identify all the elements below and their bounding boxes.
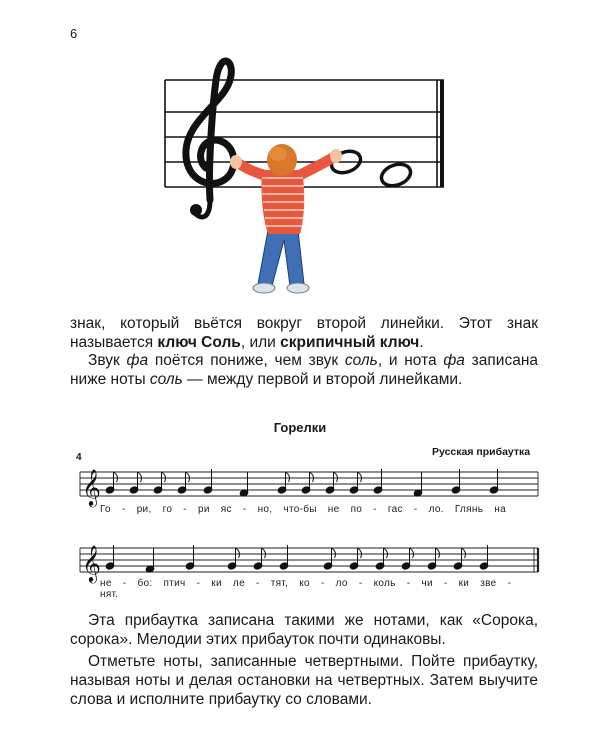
boy-illustration xyxy=(230,144,342,293)
paragraph-comparison: Эта прибаутка записана такими же нотами, как «Сорока, сорока». Мелодии этих прибауток почти одинаковы. xyxy=(70,612,538,648)
song-title: Горелки xyxy=(273,420,327,435)
whole-note-fa xyxy=(378,160,413,189)
sheet-music xyxy=(70,456,540,596)
lyrics-line-1: Го - ри, го - ри яс - но, что-бы не по - гас - ло. Глянь на xyxy=(100,504,506,515)
paragraph-instructions: Отметьте ноты, записанные четвертными. Пойте прибаутку, называя ноты и делая остановки на четвертных. Затем выучите слова и исполните прибаутку со словами. xyxy=(70,653,538,708)
notes-line-2 xyxy=(105,545,489,573)
treble-clef-small-icon-2: 𝄞 xyxy=(82,544,101,582)
page-number: 6 xyxy=(70,26,78,41)
song-subtitle: Русская прибаутка xyxy=(432,446,531,458)
notes-line-1 xyxy=(105,469,499,497)
time-signature: 4 xyxy=(76,452,82,463)
paragraph-note-fa: Звук фа поётся пониже, чем звук соль, и нота фа записана ниже ноты соль — между первой и второй линейками. xyxy=(70,352,538,388)
treble-clef-illustration xyxy=(150,50,460,300)
paragraph-treble-clef: знак, который вьётся вокруг второй линейки. Этот знак называется ключ Соль, или скрипичный ключ. xyxy=(70,315,538,351)
treble-clef-icon xyxy=(186,61,234,217)
treble-clef-small-icon: 𝄞 xyxy=(82,468,101,506)
lyrics-line-2: не - бо: птич - ки ле - тят, ко - ло - коль - чи - ки зве - нят. xyxy=(100,578,512,600)
